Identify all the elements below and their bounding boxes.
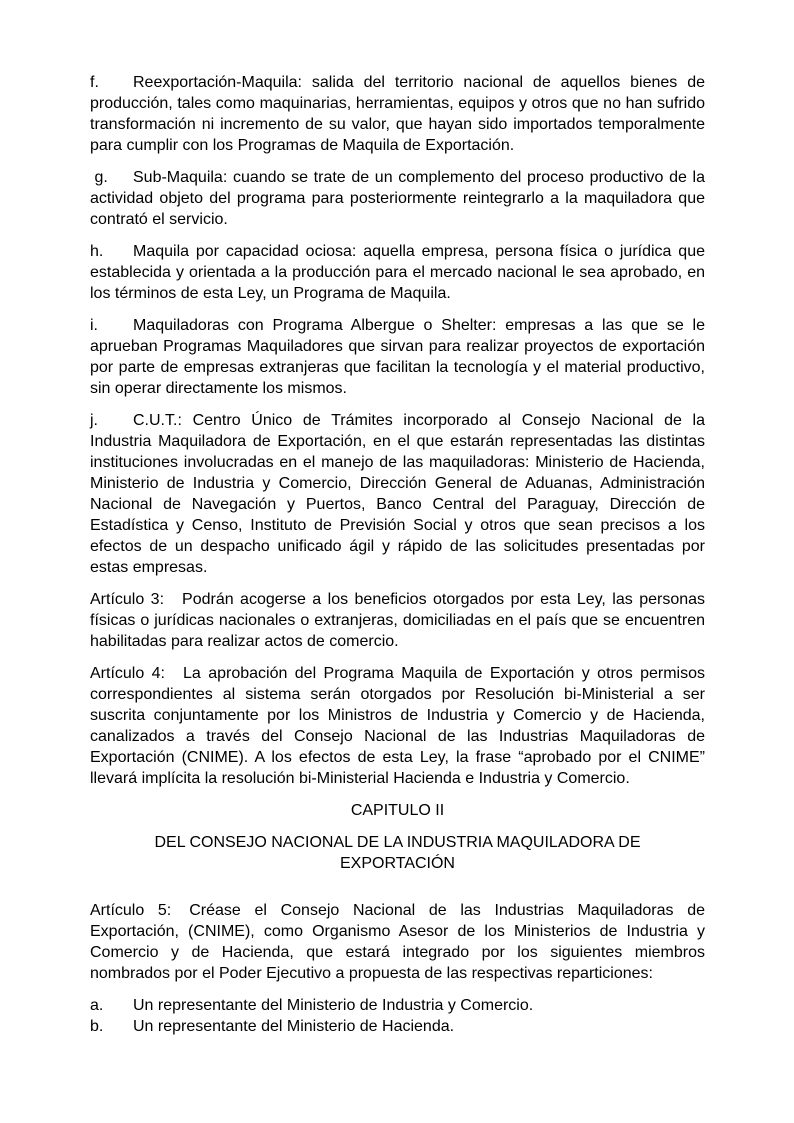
definition-label-j: j.: [90, 412, 98, 429]
definition-label-h: h.: [90, 243, 104, 260]
definition-text-g: Sub-Maquila: cuando se trate de un complemento del proceso productivo de la actividad objeto del programa para posteriormente reintegrarlo a la maquiladora que contrató el servicio.: [90, 169, 705, 228]
chapter-subtitle-line1: DEL CONSEJO NACIONAL DE LA INDUSTRIA MAQUILADORA DE: [154, 834, 641, 851]
definition-paragraph-h: [90, 241, 705, 304]
definition-paragraph-f: [90, 72, 705, 156]
member-item-a: [90, 995, 705, 1016]
member-item-b: [90, 1016, 705, 1037]
member-label-b: b.: [90, 1018, 104, 1035]
article-text-5: Créase el Consejo Nacional de las Industrias Maquiladoras de Exportación, (CNIME), como Organismo Asesor de los Ministerios de Industria y Comercio y de Hacienda, que estará integrado por los siguientes miembros nombrados por el Poder Ejecutivo a propuesta de las respectivas reparticiones:: [90, 902, 705, 982]
members-list: [90, 995, 705, 1037]
definition-text-f: Reexportación-Maquila: salida del territorio nacional de aquellos bienes de producción, tales como maquinarias, herramientas, equipos y otros que no han sufrido transformación ni incremento de su valor, que hayan sido importados temporalmente para cumplir con los Programas de Maquila de Exportación.: [90, 74, 705, 154]
member-text-b: Un representante del Ministerio de Hacienda.: [133, 1018, 455, 1035]
definition-paragraph-j: [90, 410, 705, 578]
definition-text-j: C.U.T.: Centro Único de Trámites incorporado al Consejo Nacional de la Industria Maquiladora de Exportación, en el que estarán representadas las distintas instituciones involucradas en el manejo de las maquiladoras: Ministerio de Hacienda, Ministerio de Industria y Comercio, Dirección General de Aduanas, Administración Nacional de Navegación y Puertos, Banco Central del Paraguay, Dirección de Estadística y Censo, Instituto de Previsión Social y otros que sean precisos a los efectos de un despacho unificado ágil y rápido de las solicitudes presentadas por estas empresas.: [90, 412, 705, 576]
article-label-5: Artículo 5:: [90, 902, 172, 919]
chapter-heading: CAPITULO II: [350, 802, 445, 819]
member-text-a: Un representante del Ministerio de Industria y Comercio.: [133, 997, 534, 1014]
definition-text-i: Maquiladoras con Programa Albergue o Shelter: empresas a las que se le aprueban Programas Maquiladores que sirvan para realizar proyectos de exportación por parte de empresas extranjeras que facilitan la tecnología y el material productivo, sin operar directamente los mismos.: [90, 317, 705, 397]
definition-label-f: f.: [90, 74, 99, 91]
article-label-4: Artículo 4:: [90, 665, 165, 682]
chapter-subtitle: [90, 832, 705, 874]
chapter-subtitle-line2: EXPORTACIÓN: [340, 855, 455, 872]
definition-paragraph-g: [90, 167, 705, 230]
article-text-4: La aprobación del Programa Maquila de Exportación y otros permisos correspondientes al sistema serán otorgados por Resolución bi-Ministerial a ser suscrita conjuntamente por los Ministros de Industria y Comercio y de Hacienda, canalizados a través del Consejo Nacional de las Industrias Maquiladoras de Exportación (CNIME). A los efectos de esta Ley, la frase “aprobado por el CNIME” llevará implícita la resolución bi-Ministerial Hacienda e Industria y Comercio.: [90, 665, 706, 787]
definition-text-h: Maquila por capacidad ociosa: aquella empresa, persona física o jurídica que establecida y orientada a la producción para el mercado nacional le sea aprobado, en los términos de esta Ley, un Programa de Maquila.: [90, 243, 705, 302]
article-paragraph-4: [90, 663, 705, 789]
member-label-a: a.: [90, 997, 104, 1014]
article-label-3: Artículo 3:: [90, 591, 165, 608]
article-paragraph-5: [90, 900, 705, 984]
article-text-3: Podrán acogerse a los beneficios otorgados por esta Ley, las personas físicas o jurídicas nacionales o extranjeras, domiciliadas en el país que se encuentren habilitadas para realizar actos de comercio.: [90, 591, 706, 650]
article-paragraph-3: [90, 589, 705, 652]
definition-label-g: g.: [90, 169, 108, 186]
definition-paragraph-i: [90, 315, 705, 399]
definition-label-i: i.: [90, 317, 98, 334]
